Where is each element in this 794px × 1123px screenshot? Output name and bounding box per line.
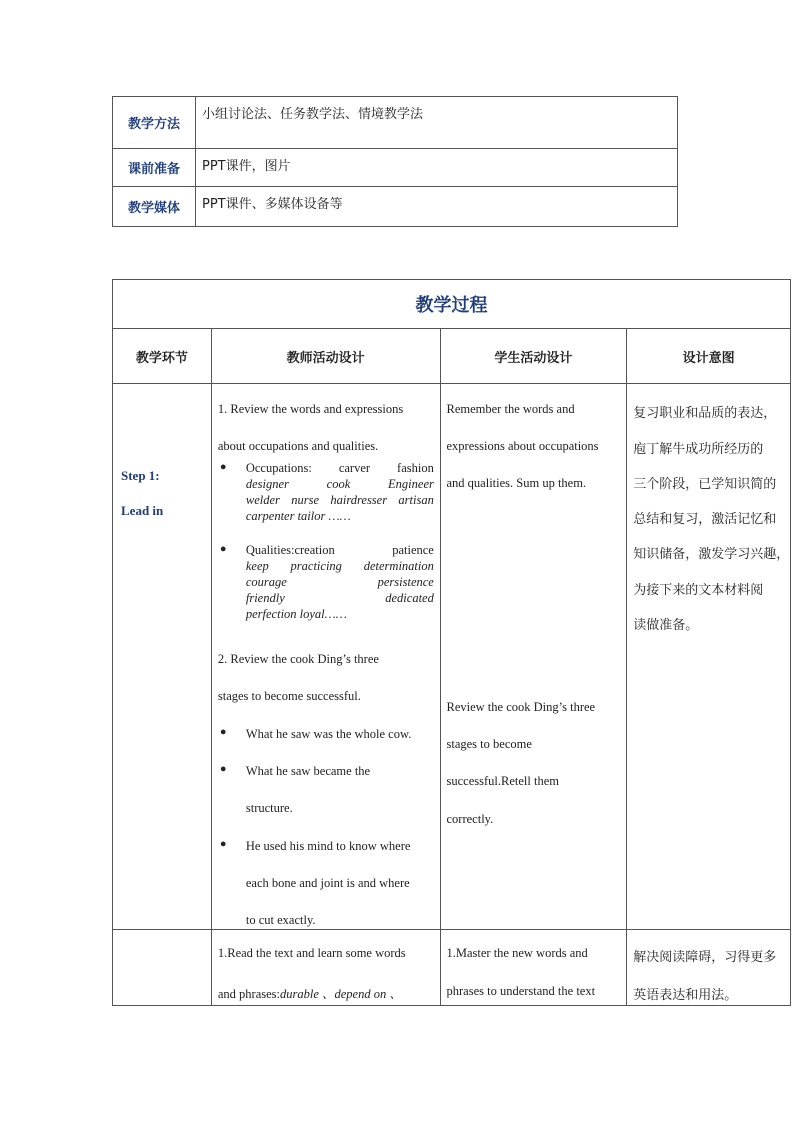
teacher-item2-line1: 2. Review the cook Ding’s three xyxy=(217,652,379,666)
bullet-icon: ● xyxy=(219,726,227,738)
intent-line: 复习职业和品质的表达， xyxy=(633,406,777,421)
bullet-icon: ● xyxy=(219,838,227,850)
teacher-line-italic: durable 、depend on 、 xyxy=(280,987,402,1001)
teacher-bullet: to cut exactly. xyxy=(245,913,316,927)
process-title: 教学过程 xyxy=(113,280,791,329)
qualities-line: friendly dedicated xyxy=(245,591,434,605)
student-line: Review the cook Ding’s three xyxy=(446,700,596,714)
process-table xyxy=(112,279,791,1006)
occupations-line: designer cook Engineer xyxy=(245,477,434,491)
teacher-line-text: and phrases: xyxy=(217,987,280,1001)
info-value-media: PPT课件、多媒体设备等 xyxy=(196,187,678,227)
teacher-item1-line2: about occupations and qualities. xyxy=(217,439,379,453)
info-label-media: 教学媒体 xyxy=(113,187,196,227)
intent-line: 三个阶段，已学知识简的 xyxy=(633,477,777,492)
student-line: expressions about occupations xyxy=(446,439,599,453)
teacher-bullet: each bone and joint is and where xyxy=(245,876,410,890)
info-label-method: 教学方法 xyxy=(113,97,196,149)
intent-line: 庖丁解牛成功所经历的 xyxy=(633,442,764,457)
teacher-bullet: structure. xyxy=(245,801,293,815)
student-line: successful.Retell them xyxy=(446,774,559,788)
bullet-icon: ● xyxy=(219,543,227,555)
info-label-prep: 课前准备 xyxy=(113,149,196,187)
step1-sublabel: Lead in xyxy=(121,503,164,518)
header-intent: 设计意图 xyxy=(627,329,791,384)
occupations-line: carpenter tailor …… xyxy=(245,509,351,523)
qualities-line: courage persistence xyxy=(245,575,434,589)
occupations-line: welder nurse hairdresser artisan xyxy=(245,493,434,507)
intent-line: 为接下来的文本材料阅 xyxy=(633,583,764,598)
teacher-bullet: He used his mind to know where xyxy=(245,839,411,853)
step1-label-cell xyxy=(113,384,212,930)
step1-intent-cell xyxy=(627,384,791,930)
student-line: and qualities. Sum up them. xyxy=(446,476,587,490)
step1-label: Step 1: xyxy=(121,468,160,483)
qualities-line: Qualities:creation patience xyxy=(245,543,434,557)
step1-teacher-cell xyxy=(211,384,440,930)
intent-line: 解决阅读障碍，习得更多 xyxy=(633,950,777,965)
info-value-method: 小组讨论法、任务教学法、情境教学法 xyxy=(196,97,678,149)
student-line: phrases to understand the text xyxy=(446,984,596,998)
qualities-line: keep practicing determination xyxy=(245,559,434,573)
teacher-item2-line2: stages to become successful. xyxy=(217,689,361,703)
teacher-item1-line1: 1. Review the words and expressions xyxy=(217,402,404,416)
step2-student-cell xyxy=(440,930,627,1006)
header-student: 学生活动设计 xyxy=(440,329,627,384)
qualities-line: perfection loyal…… xyxy=(245,607,347,621)
step1-student-cell xyxy=(440,384,627,930)
step2-intent-cell xyxy=(627,930,791,1006)
intent-line: 知识储备，激发学习兴趣， xyxy=(633,547,790,562)
bullet-icon: ● xyxy=(219,461,227,473)
teacher-line: 1.Read the text and learn some words xyxy=(217,946,406,960)
step2-teacher-cell xyxy=(211,930,440,1006)
header-teacher: 教师活动设计 xyxy=(211,329,440,384)
teacher-bullet: What he saw was the whole cow. xyxy=(245,727,412,741)
intent-line: 读做准备。 xyxy=(633,618,699,633)
step2-label-cell xyxy=(113,930,212,1006)
intent-line: 英语表达和用法。 xyxy=(633,988,738,1003)
occupations-line: Occupations: carver fashion xyxy=(245,461,434,475)
intent-line: 总结和复习，激活记忆和 xyxy=(633,512,777,527)
teacher-line xyxy=(218,984,402,1002)
student-line: stages to become xyxy=(446,737,532,751)
teacher-bullet: What he saw became the xyxy=(245,764,371,778)
info-value-prep: PPT课件，图片 xyxy=(196,149,678,187)
bullet-icon: ● xyxy=(219,763,227,775)
info-table xyxy=(112,96,678,227)
header-stage: 教学环节 xyxy=(113,329,212,384)
student-line: 1.Master the new words and xyxy=(446,946,588,960)
student-line: correctly. xyxy=(446,812,494,826)
student-line: Remember the words and xyxy=(446,402,575,416)
